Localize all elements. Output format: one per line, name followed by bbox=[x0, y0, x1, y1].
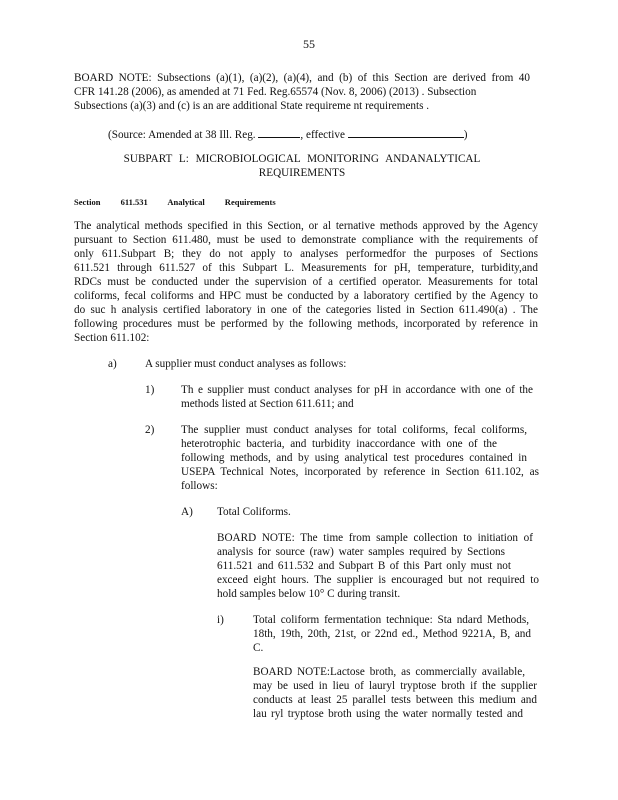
item-i-line: C. bbox=[253, 642, 264, 654]
paragraph-line: only 611.Subpart B; they do not apply to analyses performedfor the purposes of Sections bbox=[74, 248, 538, 260]
board-note-line: analysis for source (raw) water samples required by Sections bbox=[217, 546, 505, 558]
board-note-line: lau ryl tryptose broth using the water normally tested and bbox=[253, 708, 523, 720]
board-note-line: Subsections (a)(3) and (c) is an are additional State requireme nt requirements . bbox=[74, 100, 430, 112]
page-number: 55 bbox=[303, 37, 315, 51]
item-i-label: i) bbox=[217, 614, 224, 626]
subpart-heading: SUBPART L: MICROBIOLOGICAL MONITORING ANDANALYTICAL bbox=[123, 153, 481, 165]
item-a1-line: Th e supplier must conduct analyses for pH in accordance with one of the bbox=[181, 384, 533, 396]
paragraph-line: do suc h analysis certified laboratory in one of the categories listed in Section 611.490(a) . The bbox=[74, 304, 538, 316]
section-heading: Section 611.531 Analytical Requirements bbox=[74, 197, 276, 207]
item-a2-line: follows: bbox=[181, 480, 218, 492]
item-A-label: A) bbox=[181, 506, 193, 518]
paragraph-line: The analytical methods specified in this Section, or al ternative methods approved by the Agency bbox=[74, 220, 538, 232]
item-i-line: Total coliform fermentation technique: Sta ndard Methods, bbox=[253, 614, 529, 626]
board-note-line: BOARD NOTE: The time from sample collection to initiation of bbox=[217, 532, 533, 544]
item-a2-label: 2) bbox=[145, 424, 155, 436]
source-line bbox=[108, 127, 467, 142]
board-note-line: BOARD NOTE:Lactose broth, as commercially available, bbox=[253, 666, 525, 678]
paragraph-line: RDCs must be conducted under the supervision of a certified operator. Measurements for total bbox=[74, 276, 538, 288]
board-note-line: BOARD NOTE: Subsections (a)(1), (a)(2), (a)(4), and (b) of this Section are derived from 40 bbox=[74, 72, 530, 84]
source-prefix: (Source: Amended at 38 Ill. Reg. bbox=[108, 129, 256, 141]
item-A-text: Total Coliforms. bbox=[217, 506, 291, 518]
board-note-line: exceed eight hours. The supplier is encouraged but not required to bbox=[217, 574, 539, 586]
subpart-heading-cont: REQUIREMENTS bbox=[258, 167, 346, 179]
paragraph-line: following procedures must be performed by the following methods, incorporated by reference in bbox=[74, 318, 538, 330]
paragraph-line: pursuant to Section 611.480, must be used to demonstrate compliance with the requirements of bbox=[74, 234, 538, 246]
item-a2-line: USEPA Technical Notes, incorporated by reference in Section 611.102, as bbox=[181, 466, 539, 478]
board-note-line: 611.521 and 611.532 and Subpart B of this Part only must not bbox=[217, 560, 511, 572]
board-note-line: may be used in lieu of lauryl tryptose broth if the supplier bbox=[253, 680, 537, 692]
paragraph-line: 611.521 through 611.527 of this Subpart L. Measurements for pH, temperature, turbidity,and bbox=[74, 262, 538, 274]
board-note-line: conducts at least 25 parallel tests between this medium and bbox=[253, 694, 537, 706]
effective-date-blank bbox=[348, 127, 464, 138]
board-note-line: hold samples below 10° C during transit. bbox=[217, 588, 401, 600]
source-effective-label: , effective bbox=[300, 129, 345, 141]
register-page-blank bbox=[258, 127, 300, 138]
item-a2-line: following methods, and by using analytical test procedures contained in bbox=[181, 452, 527, 464]
item-a1-line: methods listed at Section 611.611; and bbox=[181, 398, 354, 410]
item-a2-line: heterotrophic bacteria, and turbidity inaccordance with one of the bbox=[181, 438, 497, 450]
item-a-text: A supplier must conduct analyses as follows: bbox=[145, 358, 347, 370]
item-i-line: 18th, 19th, 20th, 21st, or 22nd ed., Method 9221A, B, and bbox=[253, 628, 531, 640]
board-note-line: CFR 141.28 (2006), as amended at 71 Fed. Reg.65574 (Nov. 8, 2006) (2013) . Subsection bbox=[74, 86, 477, 98]
source-close: ) bbox=[463, 129, 468, 141]
paragraph-line: coliforms, fecal coliforms and HPC must be conducted by a laboratory certified by the Agency to bbox=[74, 290, 538, 302]
item-a1-label: 1) bbox=[145, 384, 155, 396]
paragraph-line: Section 611.102: bbox=[74, 332, 150, 344]
item-a-label: a) bbox=[108, 358, 117, 370]
item-a2-line: The supplier must conduct analyses for total coliforms, fecal coliforms, bbox=[181, 424, 527, 436]
